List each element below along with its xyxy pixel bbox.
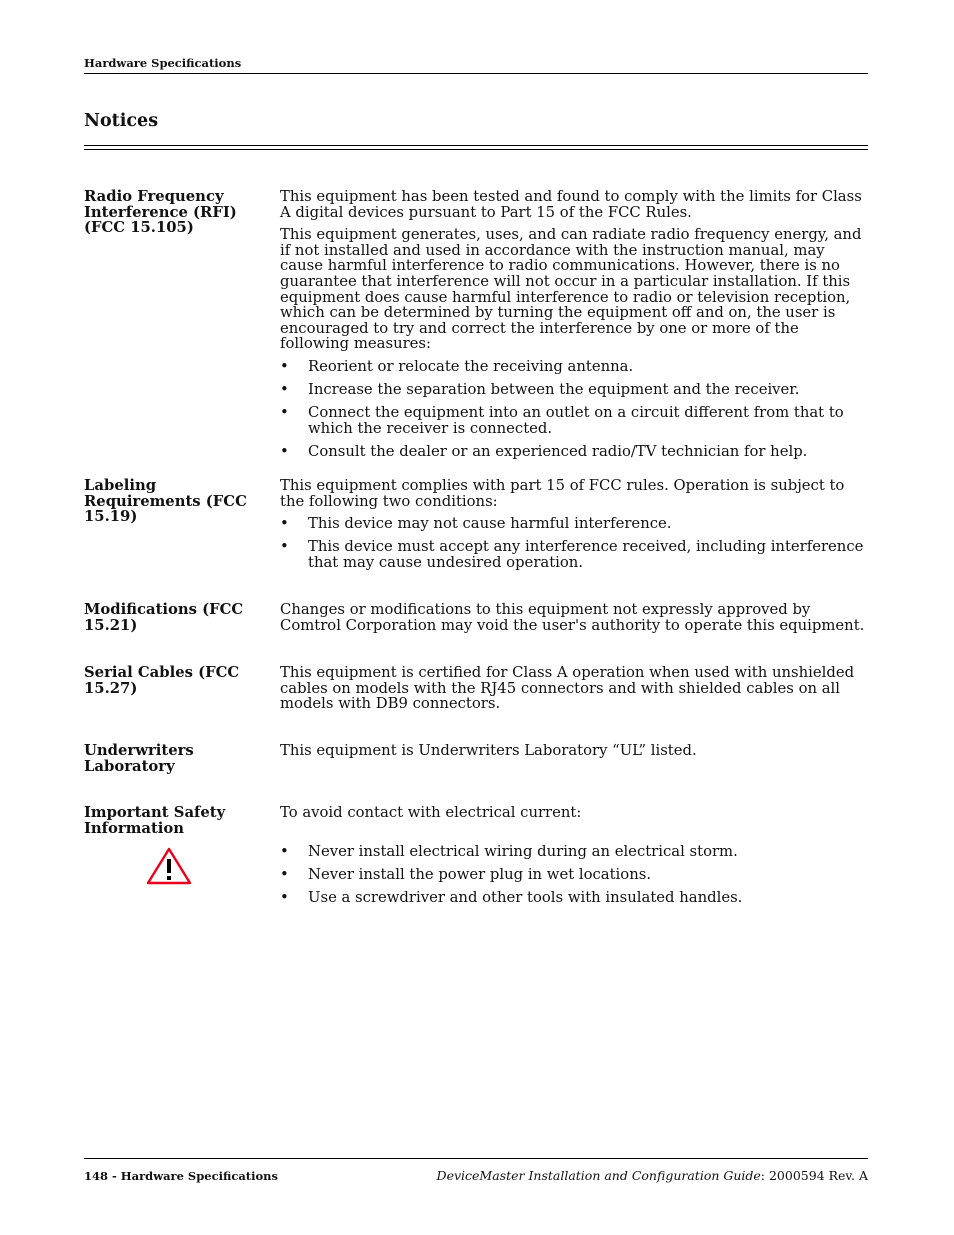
list-item-text: Connect the equipment into an outlet on a circuit different from that to which the receiver is connected.: [308, 404, 844, 437]
notice-paragraph: This equipment has been tested and found to comply with the limits for Class A digital devices pursuant to Part 15 of the FCC Rules.: [280, 188, 862, 221]
list-item: [280, 867, 870, 883]
notice-paragraph: This equipment is Underwriters Laboratory “UL” listed.: [280, 742, 697, 759]
header-rule: [84, 73, 868, 74]
notice-paragraph: This equipment complies with part 15 of FCC rules. Operation is subject to the following two conditions:: [280, 477, 845, 510]
section-title: Notices: [84, 111, 159, 131]
warning-triangle-icon: [146, 847, 192, 889]
list-item-text: Consult the dealer or an experienced radio/TV technician for help.: [308, 442, 808, 460]
running-header-title: Hardware Specifications: [84, 56, 242, 70]
bullet-glyph: •: [280, 842, 289, 860]
notice-paragraph: Changes or modifications to this equipment not expressly approved by Comtrol Corporation may void the user's authority to operate this equipment.: [280, 601, 865, 634]
page-footer: [84, 1158, 868, 1183]
notice-label: Serial Cables (FCC 15.27): [84, 664, 240, 697]
notice-paragraph: To avoid contact with electrical current:: [280, 804, 582, 821]
list-item: [280, 359, 870, 375]
list-item-text: Increase the separation between the equipment and the receiver.: [308, 381, 800, 399]
list-item-text: Never install electrical wiring during an electrical storm.: [308, 842, 738, 860]
bullet-glyph: •: [280, 865, 289, 883]
notice-content: [280, 743, 870, 766]
bullet-glyph: •: [280, 538, 289, 556]
list-item-text: This device must accept any interference received, including interference that may cause undesired operation.: [308, 538, 864, 571]
section-double-rule: [84, 145, 868, 150]
list-item: [280, 516, 870, 532]
bullet-list: [280, 844, 870, 906]
page-header: [84, 55, 868, 74]
footer-guide-title: DeviceMaster Installation and Configuration Guide: [436, 1168, 761, 1183]
list-item: [280, 405, 870, 436]
notice-label: Modifications (FCC 15.21): [84, 601, 244, 634]
footer-rule: [84, 1158, 868, 1159]
notice-content: [280, 478, 870, 578]
list-item: [280, 844, 870, 860]
notice-label: Important Safety Information: [84, 804, 226, 837]
list-item: [280, 444, 870, 460]
notice-content: [280, 805, 870, 913]
bullet-glyph: •: [280, 888, 289, 906]
footer-revision: : 2000594 Rev. A: [760, 1168, 868, 1183]
list-item-text: This device may not cause harmful interference.: [308, 515, 672, 533]
bullet-list: [280, 359, 870, 459]
list-item: [280, 382, 870, 398]
footer-page-number: 148 - Hardware Specifications: [84, 1169, 278, 1183]
list-item-text: Reorient or relocate the receiving antenna.: [308, 357, 634, 375]
bullet-glyph: •: [280, 515, 289, 533]
notice-content: [280, 602, 870, 640]
bullet-list: [280, 516, 870, 570]
notice-paragraph: This equipment generates, uses, and can radiate radio frequency energy, and if not installed and used in accordance with the instruction manual, may cause harmful interference to radio communications. However, there is no guarantee that interference will not occur in a particular installation. If this equipment does cause harmful interference to radio or television reception, which can be determined by turning the equipment off and on, the user is encouraged to try and correct the interference by one or more of the following measures:: [280, 226, 862, 353]
list-item-text: Never install the power plug in wet locations.: [308, 865, 652, 883]
list-item-text: Use a screwdriver and other tools with insulated handles.: [308, 888, 743, 906]
notice-paragraph: This equipment is certified for Class A operation when used with unshielded cables on models with the RJ45 connectors and with shielded cables on all models with DB9 connectors.: [280, 664, 855, 713]
notice-label: Underwriters Laboratory: [84, 742, 194, 775]
notice-content: [280, 665, 870, 719]
bullet-glyph: •: [280, 442, 289, 460]
footer-document-title: [437, 1168, 868, 1184]
bullet-glyph: •: [280, 357, 289, 375]
bullet-glyph: •: [280, 381, 289, 399]
bullet-glyph: •: [280, 404, 289, 422]
list-item: [280, 539, 870, 570]
notice-label: Radio Frequency Interference (RFI) (FCC 15.105): [84, 188, 237, 237]
notice-content: [280, 189, 870, 467]
notice-label: Labeling Requirements (FCC 15.19): [84, 477, 247, 526]
list-item: [280, 890, 870, 906]
